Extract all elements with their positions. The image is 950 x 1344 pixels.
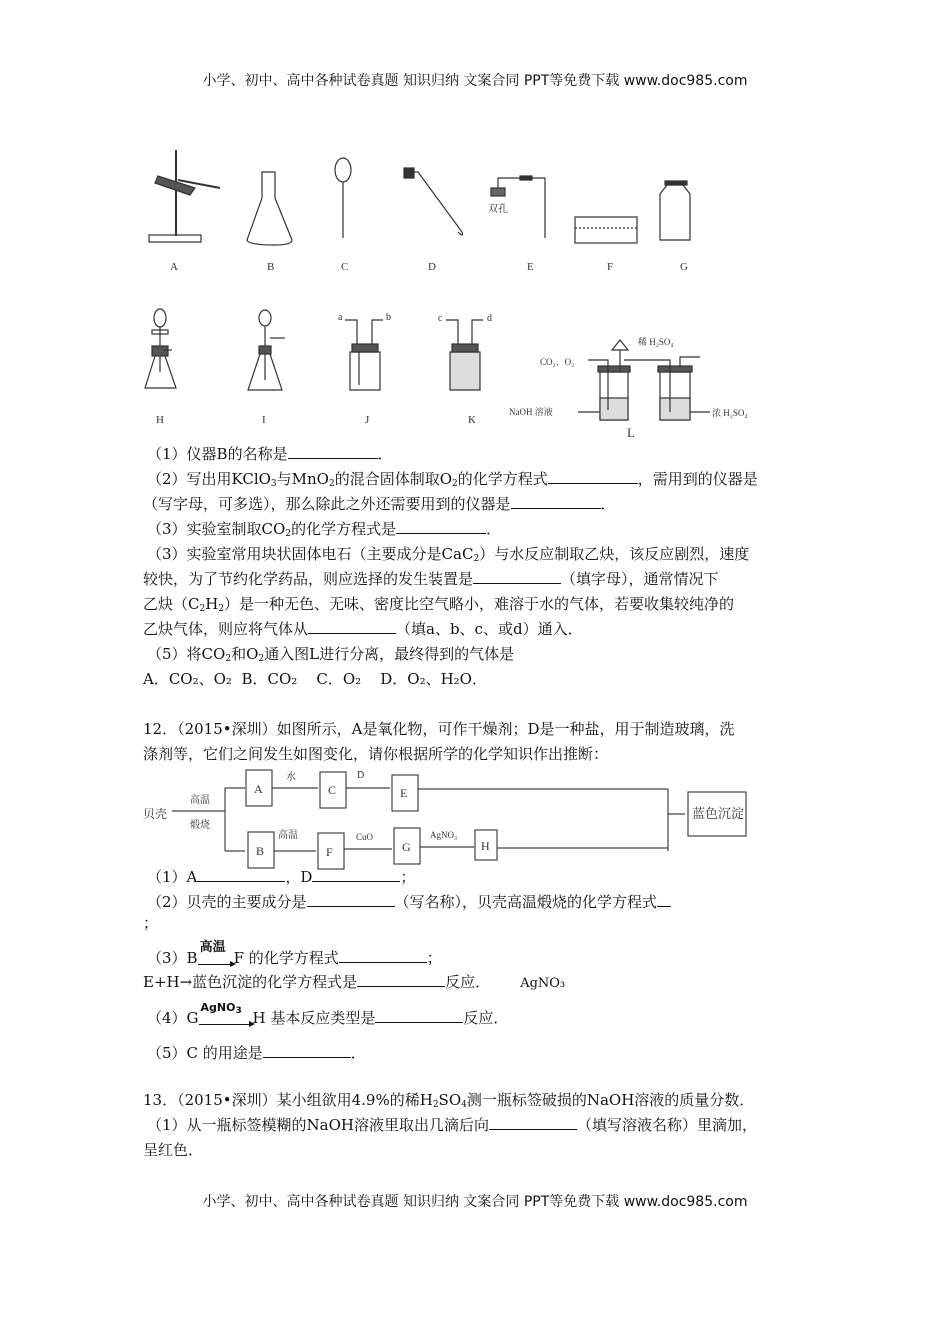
label-d: D bbox=[428, 261, 436, 273]
q12-part4: （4）G AgNO$_3$ H 基本反应类型是 反应． bbox=[147, 1001, 509, 1027]
q13-part1-cont: 呈红色． bbox=[143, 1141, 204, 1159]
node-g: G bbox=[402, 840, 411, 854]
q11-part4-line3: 乙炔$(C_2H_2)$是一种无色、无味、密度比空气略小，难溶于水的气体，若要收集较纯净的 bbox=[143, 595, 735, 614]
apparatus-f-trough bbox=[575, 217, 637, 243]
q12-part5: （5）C 的用途是 ． bbox=[147, 1044, 366, 1062]
node-b: B bbox=[256, 844, 265, 858]
apparatus-d-bent-tube bbox=[404, 168, 463, 235]
label-f: F bbox=[607, 261, 614, 273]
node-f: F bbox=[326, 845, 333, 859]
label-l: L bbox=[627, 425, 635, 440]
answer-blank[interactable] bbox=[548, 469, 638, 484]
answer-blank[interactable] bbox=[511, 494, 601, 509]
answer-blank[interactable] bbox=[396, 519, 486, 534]
apparatus-a-iron-stand bbox=[149, 150, 220, 242]
label-b: B bbox=[267, 261, 275, 273]
q12-part2: （2）贝壳的主要成分是 （写名称），贝壳高温煅烧的化学方程式 bbox=[147, 892, 671, 912]
apparatus-l-separation-device bbox=[578, 340, 710, 420]
answer-blank[interactable] bbox=[288, 444, 378, 459]
label-i: I bbox=[262, 414, 266, 426]
page-header: 小学、初中、高中各种试卷真题 知识归纳 文案合同 PPT等免费下载 www.doc985.com bbox=[202, 73, 748, 89]
apparatus-c-long-neck-funnel bbox=[335, 158, 351, 238]
reaction-arrow: AgNO$_3$ bbox=[199, 1008, 253, 1028]
q12-part3b: E+H→蓝色沉淀的化学方程式是 反应． AgNO₃ bbox=[143, 973, 566, 991]
label-k: K bbox=[468, 414, 476, 426]
label-j: J bbox=[365, 414, 370, 426]
option-b[interactable]: B．CO₂ bbox=[241, 670, 298, 688]
answer-blank[interactable] bbox=[307, 892, 395, 907]
answer-blank[interactable] bbox=[197, 867, 285, 882]
node-a: A bbox=[254, 782, 263, 796]
q11-part3: （3）实验室制取$CO_2$的化学方程式是 ． bbox=[147, 520, 502, 539]
flow-cond-bottom: 煅烧 bbox=[190, 820, 210, 831]
option-a[interactable]: A．CO₂、O₂ bbox=[143, 670, 232, 688]
answer-blank[interactable] bbox=[657, 892, 671, 907]
port-c: c bbox=[438, 313, 443, 324]
flow-start: 贝壳 bbox=[143, 807, 168, 821]
q11-part5: （5）将$CO_2$和$O_2$通入图L进行分离，最终得到的气体是 bbox=[147, 645, 515, 664]
node-h: H bbox=[481, 839, 490, 853]
q11-options bbox=[143, 669, 487, 689]
label-h: H bbox=[156, 414, 164, 426]
q11-part1: （1）仪器B的名称是 ． bbox=[147, 445, 393, 463]
edge-cuo: CuO bbox=[356, 832, 374, 842]
option-c[interactable]: C．O₂ bbox=[316, 670, 362, 688]
q13-part1: （1）从一瓶标签模糊的NaOH溶液里取出几滴后向 （填写溶液名称）里滴加， bbox=[147, 1116, 758, 1134]
label-a: A bbox=[170, 261, 178, 273]
label-g: G bbox=[680, 261, 688, 273]
apparatus-h-flask-separatory-funnel bbox=[145, 309, 176, 388]
edge-water: 水 bbox=[286, 772, 296, 783]
answer-blank[interactable] bbox=[375, 1008, 463, 1023]
q13-stem: 13．（2015•深圳）某小组欲用4.9%的稀$H_2SO_4$测一瓶标签破损的NaOH溶液的质量分数． bbox=[143, 1091, 755, 1110]
apparatus-k-packed-bottle bbox=[446, 320, 483, 390]
q12-stem-cont: 涤剂等，它们之间发生如图变化，请你根据所学的化学知识作出推断： bbox=[143, 745, 609, 763]
q11-part2-cont: （写字母，可多选），那么除此之外还需要用到的仪器是 ． bbox=[143, 495, 616, 513]
q12-part1: （1）A ，D ； bbox=[147, 868, 416, 886]
answer-blank[interactable] bbox=[357, 972, 445, 987]
reaction-arrow: 高温 bbox=[198, 948, 234, 968]
port-a: a bbox=[338, 312, 343, 323]
apparatus-j-wash-bottle bbox=[345, 320, 383, 390]
page-footer: 小学、初中、高中各种试卷真题 知识归纳 文案合同 PPT等免费下载 www.doc985.com bbox=[202, 1194, 748, 1210]
l-naoh: NaOH 溶液 bbox=[509, 407, 553, 417]
edge-high-temp: 高温 bbox=[278, 830, 298, 841]
q12-part2-end: ； bbox=[143, 914, 159, 932]
label-e: E bbox=[527, 261, 534, 273]
flow-cond-top: 高温 bbox=[190, 795, 210, 806]
q11-part4: （3）实验室常用块状固体电石（主要成分是CaC$_2$）与水反应制取乙炔，该反应剧烈，速度 bbox=[147, 545, 750, 564]
answer-blank[interactable] bbox=[339, 948, 427, 963]
label-c: C bbox=[341, 261, 349, 273]
apparatus-i-flask-funnel bbox=[248, 310, 285, 390]
port-b: b bbox=[386, 312, 391, 323]
answer-blank[interactable] bbox=[308, 619, 396, 634]
edge-d: D bbox=[357, 770, 365, 781]
q11-part4-line4: 乙炔气体，则应将气体从 （填a、b、c、或d）通入． bbox=[143, 620, 583, 638]
node-e: E bbox=[400, 786, 408, 800]
flow-result: 蓝色沉淀 bbox=[692, 806, 745, 821]
answer-blank[interactable] bbox=[312, 867, 400, 882]
option-d[interactable]: D．O₂、H₂O． bbox=[380, 670, 487, 688]
l-acid-top: 稀 H₂SO₄ bbox=[638, 337, 674, 347]
node-c: C bbox=[328, 783, 337, 797]
port-d: d bbox=[487, 313, 492, 324]
q12-stem: 12．（2015•深圳）如图所示，A是氧化物，可作干燥剂；D是一种盐，用于制造玻璃，洗 bbox=[143, 720, 735, 738]
apparatus-b-conical-flask bbox=[247, 172, 292, 245]
answer-blank[interactable] bbox=[263, 1043, 351, 1058]
q11-part4-line2: 较快，为了节约化学药品，则应选择的发生装置是 （填字母），通常情况下 bbox=[143, 570, 719, 588]
flow-labels bbox=[143, 770, 744, 859]
edge-agno3: AgNO₃ bbox=[430, 830, 458, 840]
apparatus-g-gas-bottle bbox=[660, 181, 690, 240]
e-note: 双孔 bbox=[488, 204, 508, 215]
q11-part2: （2）写出用KClO$_3$与MnO$_2$的混合固体制取$O_2$的化学方程式 ，需用到的仪器是 bbox=[147, 470, 758, 489]
answer-blank[interactable] bbox=[489, 1115, 577, 1130]
answer-blank[interactable] bbox=[473, 569, 561, 584]
q12-part3: （3）B 高温 F 的化学方程式 ； bbox=[147, 940, 442, 967]
l-gas-in: CO₂、O₂ bbox=[540, 357, 575, 367]
l-conc: 浓 H₂SO₄ bbox=[712, 408, 748, 418]
